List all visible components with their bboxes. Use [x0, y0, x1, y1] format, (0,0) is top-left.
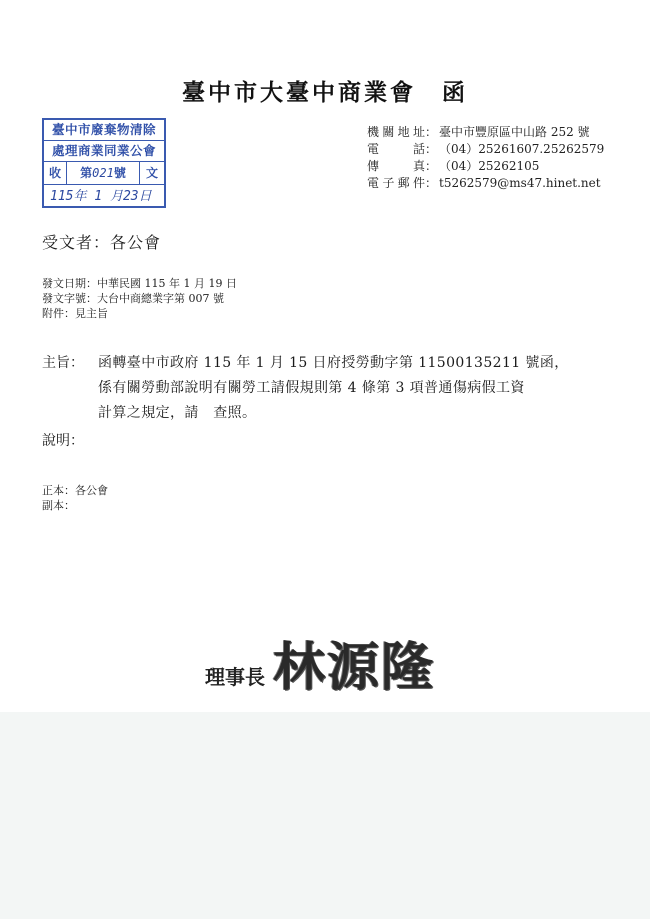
email-label: 電子郵件	[367, 176, 425, 190]
organization-name: 臺中市大臺中商業會	[182, 79, 416, 106]
document-number: 發文字號：大台中商總業字第 007 號	[42, 292, 224, 305]
contact-email: 電子郵件 ： t5262579@ms47.hinet.net	[367, 176, 601, 190]
stamp-org-line1: 臺中市廢棄物清除	[44, 120, 164, 141]
stamp-date-value: 115年 1 月23日	[50, 189, 152, 204]
address-label: 機關地址	[367, 125, 425, 139]
stamp-seq-suffix: 號	[113, 166, 126, 180]
signatory-title: 理事長	[205, 665, 265, 689]
document-kind: 函	[442, 79, 468, 106]
stamp-doc-char: 文	[145, 166, 158, 180]
contact-address: 機關地址 ： 臺中市豐原區中山路 252 號	[367, 125, 590, 139]
issue-date: 發文日期：中華民國 115 年 1 月 19 日	[42, 277, 237, 290]
stamp-seq-prefix: 第	[80, 166, 93, 180]
stamp-seq-number: 021	[92, 166, 114, 180]
fax-label: 傳真	[367, 159, 425, 173]
subject-text	[98, 351, 622, 426]
phone-value: （04）25261607.25262579	[439, 142, 605, 156]
contact-phone: 電話 ： （04）25261607.25262579	[367, 142, 605, 156]
signatory-name: 林源隆	[273, 638, 436, 698]
subject-label: 主旨：	[42, 355, 84, 371]
document-meta	[42, 276, 237, 321]
original-recipients: 正本：各公會	[42, 484, 108, 497]
duplicate-recipients: 副本：	[42, 499, 75, 512]
subject-line: 計算之規定，請 查照。	[98, 405, 257, 421]
stamp-date	[44, 185, 164, 209]
copies-block	[42, 483, 108, 513]
recipient-line: 受文者：各公會	[42, 233, 162, 252]
subject-block	[42, 351, 622, 426]
address-value: 臺中市豐原區中山路 252 號	[439, 125, 590, 139]
letterhead-title	[0, 74, 650, 107]
contact-block	[367, 124, 604, 192]
fax-value: （04）25262105	[439, 159, 540, 173]
stamp-sequence	[67, 162, 140, 184]
receipt-stamp	[42, 118, 166, 208]
subject-line: 係有關勞動部說明有關勞工請假規則第 4 條第 3 項普通傷病假工資	[98, 380, 525, 396]
email-value: t5262579@ms47.hinet.net	[439, 176, 601, 190]
stamp-org-line2: 處理商業同業公會	[44, 141, 164, 162]
stamp-number-row	[44, 162, 164, 185]
contact-fax: 傳真 ： （04）25262105	[367, 159, 540, 173]
phone-label: 電話	[367, 142, 425, 156]
subject-line: 函轉臺中市政府 115 年 1 月 15 日府授勞動字第 11500135211 號函，	[98, 355, 569, 371]
attachment-note: 附件：見主旨	[42, 307, 108, 320]
stamp-received-label: 收	[44, 162, 67, 184]
scan-bottom-band	[0, 712, 650, 919]
explanation-label: 說明：	[42, 433, 84, 449]
signature-block	[205, 630, 435, 700]
